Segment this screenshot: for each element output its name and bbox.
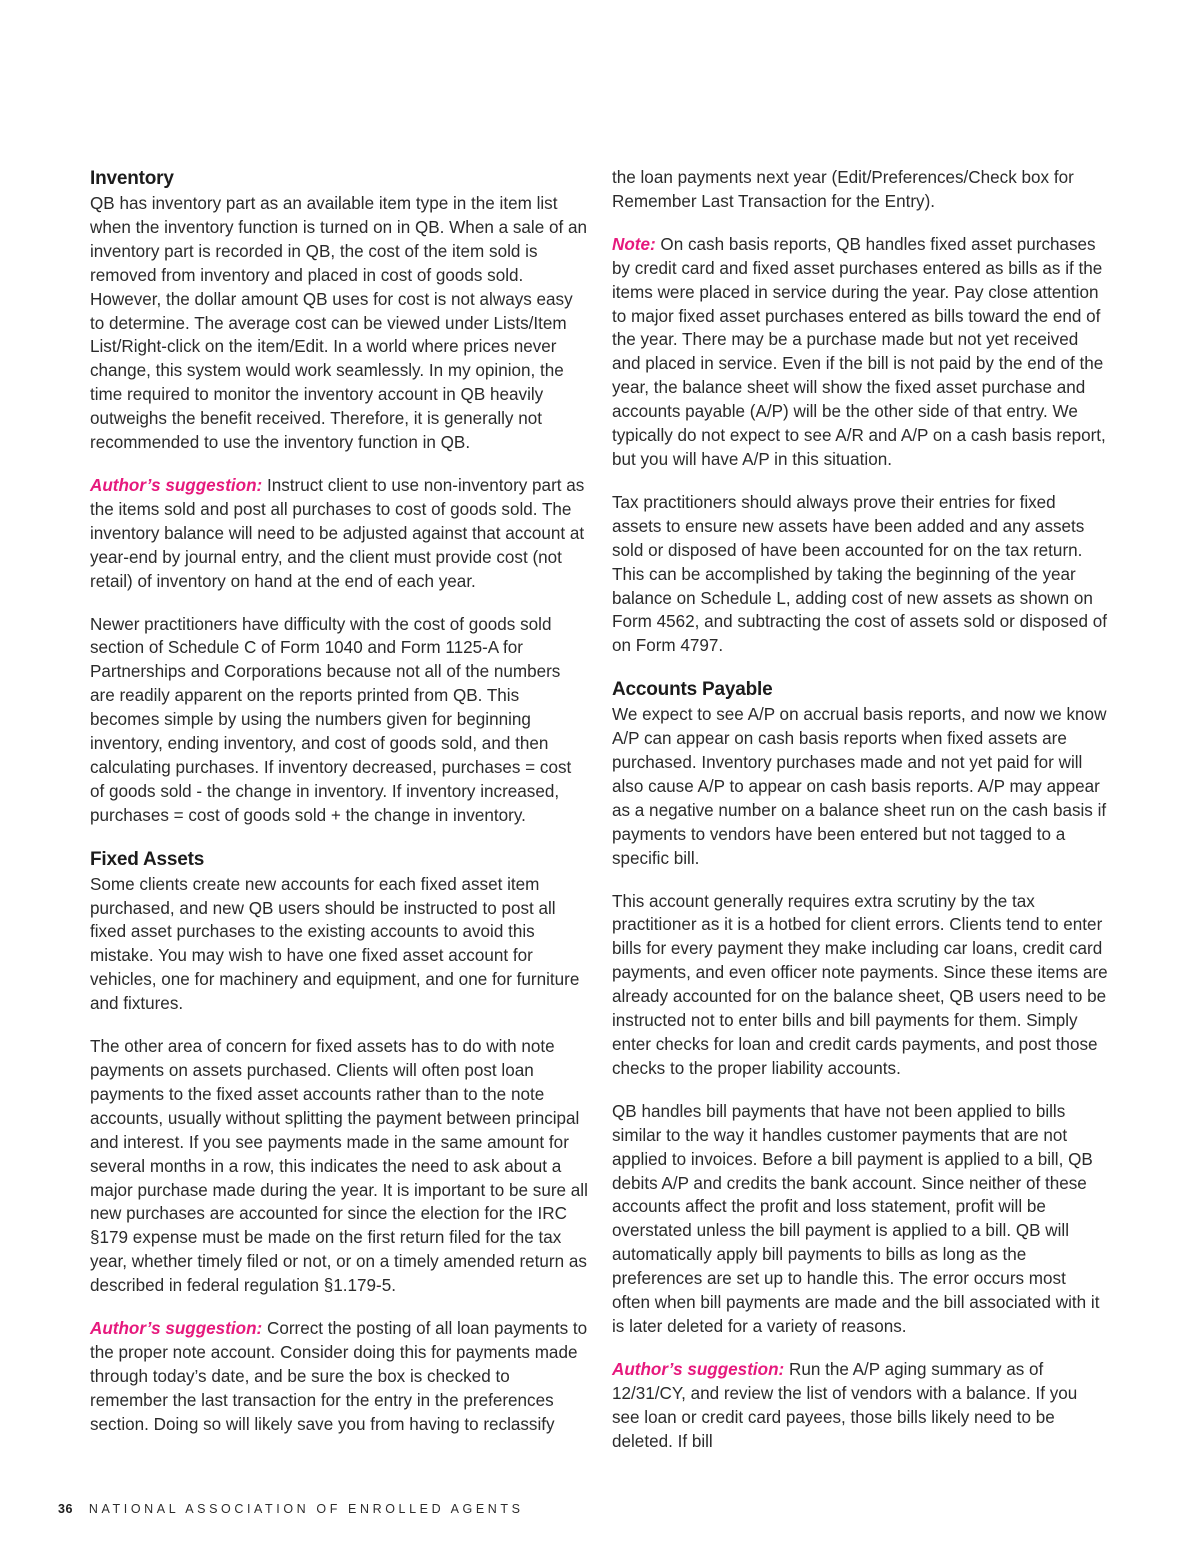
accounts-payable-paragraph-1: We expect to see A/P on accrual basis reports, and now we know A/P can appear on cash basis reports when fixed assets are purchased. Inventory purchases made and not yet paid for will also cause A/P to appear on cash basis reports. A/P may appear as a negative number on a balance sheet run on the cash basis if payments to vendors have been entered but not tagged to a specific bill. (612, 705, 1107, 868)
note-text: On cash basis reports, QB handles fixed asset purchases by credit card and fixed asset purchases entered as bills as if the items were placed in service during the year. Pay close attention to major fixed asset purchases entered as bills toward the end of the year. There may be a purchase made but not yet received and placed in service. Even if the bill is not paid by the end of the year, the balance sheet will show the fixed asset purchase and accounts payable (A/P) will be the other side of that entry. We typically do not expect to see A/R and A/P on a cash basis report, but you will have A/P in this situation. (612, 234, 1106, 469)
suggestion-text: Instruct client to use non-inventory part as the items sold and post all purchases to cost of goods sold. The inventory balance will need to be adjusted against that account at year-end by journal entry, and the client must provide cost (not retail) of inventory on hand at the end of each year. (90, 475, 585, 591)
right-column (612, 166, 1108, 1473)
left-column (90, 166, 588, 1456)
suggestion-lead: Author’s suggestion: (90, 475, 263, 495)
accounts-payable-paragraph-2: This account generally requires extra scrutiny by the tax practitioner as it is a hotbed for client errors. Clients tend to enter bills for every payment they make including car loans, credit card payments, and even officer note payments. Since these items are already accounted for on the balance sheet, QB users need to be instructed not to enter bills and bill payments for them. Simply enter checks for loan and credit cards payments, and post those checks to the proper liability accounts. (612, 891, 1108, 1078)
page-footer (58, 1502, 524, 1516)
note-lead: Note: (612, 234, 656, 254)
fixed-assets-paragraph-2: The other area of concern for fixed assets has to do with note payments on assets purchased. Clients will often post loan payments to the fixed asset accounts rather than to the note accounts, usually without splitting the payment between principal and interest. If you see payments made in the same amount for several months in a row, this indicates the need to ask about a major purchase made during the year. It is important to be sure all new purchases are accounted for since the election for the IRC §179 expense must be made on the first return filed for the tax year, whether timely filed or not, or on a timely amended return as described in federal regulation §1.179-5. (90, 1037, 588, 1296)
page-number: 36 (58, 1502, 73, 1516)
inventory-heading: Inventory (90, 168, 174, 189)
author-suggestion-2 (90, 1317, 588, 1437)
suggestion-lead: Author’s suggestion: (612, 1359, 785, 1379)
inventory-paragraph-2: Newer practitioners have difficulty with the cost of goods sold section of Schedule C of Form 1040 and Form 1125-A for Partnerships and Corporations because not all of the numbers are readily apparent on the reports printed from QB. This becomes simple by using the numbers given for beginning inventory, ending inventory, and cost of goods sold, and then calculating purchases. If inventory decreased, purchases = cost of goods sold - the change in inventory. If inventory increased, purchases = cost of goods sold + the change in inventory. (90, 614, 572, 825)
inventory-paragraph-1: QB has inventory part as an available item type in the item list when the inventory function is turned on in QB. When a sale of an inventory part is recorded in QB, the cost of the item sold is removed from inventory and placed in cost of goods sold. However, the dollar amount QB uses for cost is not always easy to determine. The average cost can be viewed under Lists/Item List/Right-click on the item/Edit. In a world where prices never change, this system would work seamlessly. In my opinion, the time required to monitor the inventory account in QB heavily outweighs the benefit received. Therefore, it is generally not recommended to use the inventory function in QB. (90, 194, 587, 453)
fixed-assets-paragraph-1: Some clients create new accounts for each fixed asset item purchased, and new QB users should be instructed to post all fixed asset purchases to the existing accounts to avoid this mistake. You may wish to have one fixed asset account for vehicles, one for machinery and equipment, and one for furniture and fixtures. (90, 874, 580, 1014)
suggestion-text: Run the A/P aging summary as of 12/31/CY, and review the list of vendors with a balance. If you see loan or credit card payees, those bills likely need to be deleted. If bill (612, 1359, 1078, 1451)
note-paragraph (612, 233, 1108, 472)
fixed-assets-heading: Fixed Assets (90, 848, 205, 870)
continued-paragraph: the loan payments next year (Edit/Preferences/Check box for Remember Last Transaction for the Entry). (612, 168, 1074, 211)
tax-practitioners-paragraph: Tax practitioners should always prove their entries for fixed assets to ensure new assets have been added and any assets sold or disposed of have been accounted for on the tax return. This can be accomplished by taking the beginning of the year balance on Schedule L, adding cost of new assets as shown on Form 4562, and subtracting the cost of assets sold or disposed of on Form 4797. (612, 492, 1108, 656)
suggestion-text: Correct the posting of all loan payments to the proper note account. Consider doing this for payments made through today’s date, and be sure the box is checked to remember the last transaction for the entry in the preferences section. Doing so will likely save you from having to reclassify (90, 1319, 588, 1434)
publication-name: NATIONAL ASSOCIATION OF ENROLLED AGENTS (88, 1502, 524, 1516)
suggestion-lead: Author’s suggestion: (90, 1319, 263, 1339)
author-suggestion-1 (90, 474, 588, 594)
accounts-payable-heading: Accounts Payable (612, 679, 773, 701)
author-suggestion-3 (612, 1358, 1108, 1454)
accounts-payable-paragraph-3: QB handles bill payments that have not been applied to bills similar to the way it handles customer payments that are not applied to invoices. Before a bill payment is applied to a bill, QB debits A/P and credits the bank account. Since neither of these accounts affect the profit and loss statement, profit will be overstated unless the bill payment is applied to a bill. QB will automatically apply bill payments to bills as long as the preferences are set up to handle this. The error occurs most often when bill payments are made and the bill associated with it is later deleted for a variety of reasons. (612, 1101, 1100, 1336)
